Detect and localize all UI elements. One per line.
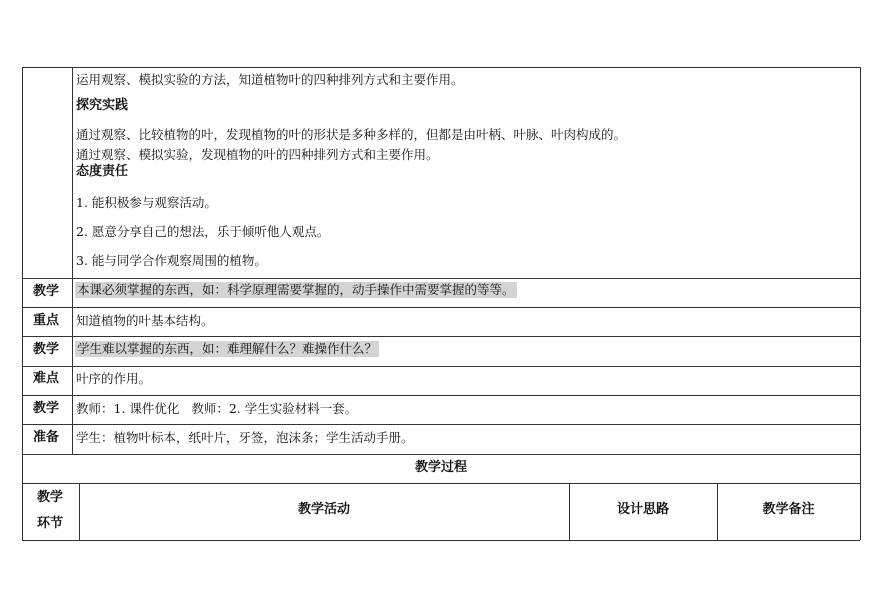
- row-divider: [22, 336, 860, 337]
- goal-text: 运用观察、模拟实验的方法，知道植物叶的四种排列方式和主要作用。: [76, 72, 464, 87]
- label-column-divider: [72, 67, 73, 454]
- column-header-activity: 教学活动: [297, 502, 350, 517]
- row-label-key-points: 教学: [33, 284, 60, 299]
- row-label-difficulties: 教学: [33, 342, 60, 357]
- column-header-stage: 教学: [37, 490, 64, 505]
- row-divider: [22, 483, 860, 484]
- list-item: 3. 能与同学合作观察周围的植物。: [76, 253, 267, 268]
- section-heading-inquiry: 探究实践: [76, 98, 129, 113]
- row-divider: [22, 424, 860, 425]
- goal-text: 通过观察、比较植物的叶，发现植物的叶的形状是多种多样的，但都是由叶柄、叶脉、叶肉构成的。: [76, 127, 627, 142]
- row-divider: [22, 366, 860, 367]
- row-label-key-points: 重点: [33, 313, 60, 328]
- key-points-hint: 本课必须掌握的东西，如：科学原理需要掌握的，动手操作中需要掌握的等等。: [77, 282, 515, 297]
- difficulties-hint: 学生难以掌握的东西，如：难理解什么？难操作什么？: [77, 341, 378, 356]
- process-title: 教学过程: [414, 460, 467, 475]
- key-points-content: 知道植物的叶基本结构。: [76, 313, 214, 328]
- column-header-stage: 环节: [37, 516, 64, 531]
- section-heading-attitude: 态度责任: [76, 164, 129, 179]
- preparation-teacher: 教师：1. 课件优化 教师：2. 学生实验材料一套。: [76, 401, 358, 416]
- list-item: 1. 能积极参与观察活动。: [76, 195, 217, 210]
- row-divider: [22, 278, 860, 279]
- row-label-preparation: 准备: [33, 430, 60, 445]
- table-top-border: [22, 67, 860, 68]
- row-label-preparation: 教学: [33, 401, 60, 416]
- difficulties-content: 叶序的作用。: [76, 371, 152, 386]
- column-header-notes: 教学备注: [762, 502, 815, 517]
- table-right-border: [860, 67, 861, 540]
- preparation-student: 学生：植物叶标本，纸叶片，牙签，泡沫条；学生活动手册。: [76, 430, 414, 445]
- list-item: 2. 愿意分享自己的想法，乐于倾听他人观点。: [76, 224, 330, 239]
- table-bottom-border: [22, 540, 860, 541]
- row-divider: [22, 395, 860, 396]
- goal-text: 通过观察、模拟实验，发现植物的叶的四种排列方式和主要作用。: [76, 147, 439, 162]
- row-divider: [22, 307, 860, 308]
- row-label-difficulties: 难点: [33, 371, 60, 386]
- column-header-design: 设计思路: [616, 502, 669, 517]
- row-divider: [22, 454, 860, 455]
